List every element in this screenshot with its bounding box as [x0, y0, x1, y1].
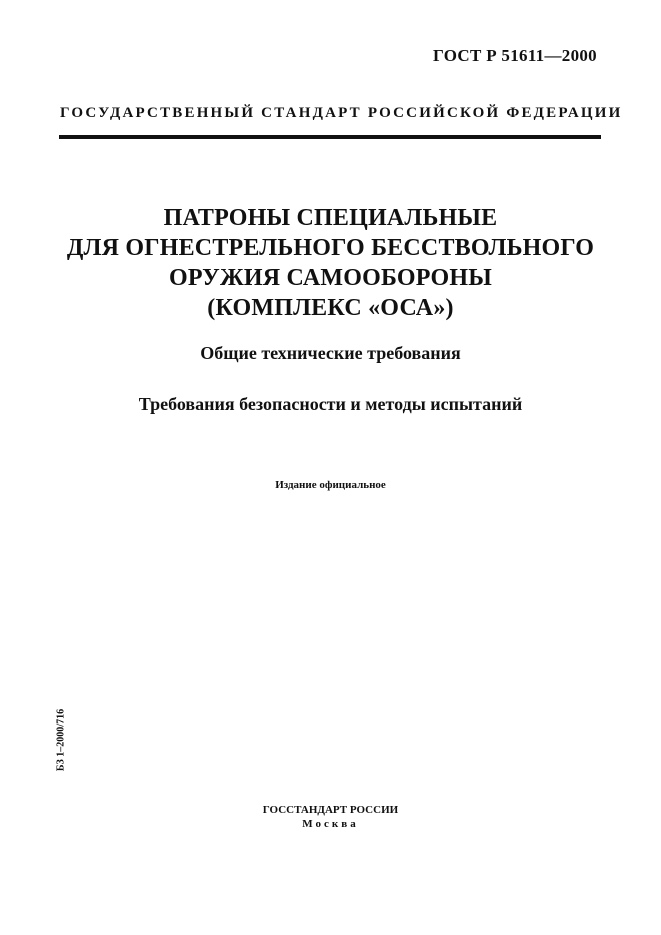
title-line: (КОМПЛЕКС «ОСА») — [207, 295, 454, 321]
standard-header: ГОСУДАРСТВЕННЫЙ СТАНДАРТ РОССИЙСКОЙ ФЕДЕРАЦИИ — [60, 105, 623, 121]
title-line: ДЛЯ ОГНЕСТРЕЛЬНОГО БЕССТВОЛЬНОГО — [66, 235, 595, 261]
title-line: ОРУЖИЯ САМООБОРОНЫ — [169, 265, 492, 291]
publisher-name: ГОССТАНДАРТ РОССИИ — [262, 804, 399, 816]
document-title — [30, 203, 631, 323]
side-catalog-code: БЗ 1–2000/716 — [55, 708, 67, 772]
publisher-city: Москва — [302, 818, 359, 830]
subtitle-general-requirements: Общие технические требования — [200, 343, 461, 363]
standard-number: ГОСТ Р 51611—2000 — [433, 46, 597, 65]
title-line: ПАТРОНЫ СПЕЦИАЛЬНЫЕ — [163, 205, 498, 231]
header-divider — [59, 135, 601, 139]
publisher-block — [30, 803, 631, 831]
edition-note: Издание официальное — [275, 479, 386, 491]
subtitle-safety-and-testing: Требования безопасности и методы испытаний — [138, 394, 523, 414]
